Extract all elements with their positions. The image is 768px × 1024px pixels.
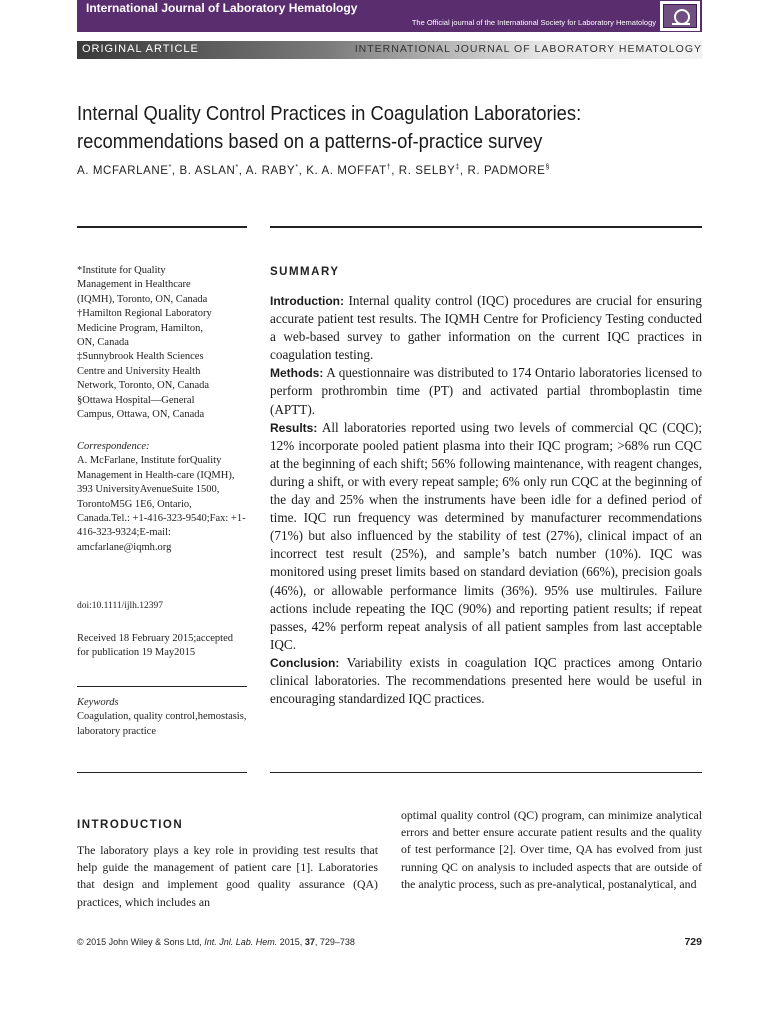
footer-journal: Int. Jnl. Lab. Hem. (204, 937, 278, 947)
summary-paragraph (270, 419, 702, 654)
footer-citation (77, 937, 355, 947)
summary-label: Introduction: (270, 294, 344, 308)
introduction-heading: INTRODUCTION (77, 819, 184, 831)
correspondence-line: Tel.: +1-416-323-9540; (111, 513, 210, 525)
summary-body (270, 292, 702, 708)
author-name: B. ASLAN (179, 164, 236, 177)
keywords-heading: Keywords (77, 697, 119, 708)
received-line: accepted for publication 19 May (77, 633, 233, 658)
summary-text: All laboratories reported using two levels of commercial QC (CQC); 12% incorporate pooled patient plasma into their IQC program; >68% run CQC at the beginning of each shift; 56% following maintenance, with reagent changes, during a shift, or with every repeat sample; 6% only run CQC at the beginning of the day and 25% when the instruments have been idle for a defined period of time. IQC run frequency was determined by manufacturer recommendations (71%) but also influenced by the stability of test (27%), clinical impact of an incorrect test result (25%), and sample’s batch number (10%). IQC was monitored using preset limits based on standard deviation (66%), precision goals (46%), or allowable performance limits (36%). 95% use multirules. Failure actions include repeating the IQC (90%) and reporting patient results; if repeat passes, 42% perform repeat analysis of all patient samples from last acceptable IQC. (270, 419, 702, 652)
author-name: A. RABY (245, 164, 296, 177)
author-list: A. MCFARLANE*, B. ASLAN*, A. RABY*, K. A. MOFFAT†, R. SELBY‡, R. PADMORE§ (77, 164, 550, 177)
received-dates (77, 632, 247, 660)
summary-paragraph (270, 292, 702, 364)
author-affiliation-mark: * (295, 164, 299, 171)
right-top-rule (270, 226, 702, 228)
article-title (77, 100, 703, 156)
footer-volume: 37 (304, 937, 315, 947)
received-line: Received 18 February 2015; (77, 633, 197, 644)
summary-label: Conclusion: (270, 655, 340, 670)
summary-label: Results: (270, 420, 318, 435)
summary-text: Variability exists in coagulation IQC practices among Ontario clinical laboratories. The recommendations presented here would be useful in encouraging standardized IQC practices. (270, 654, 703, 707)
affiliation-line: Medicine Program, Hamilton, (77, 322, 203, 334)
author-name: R. PADMORE (467, 164, 546, 177)
summary-text: A questionnaire was distributed to 174 Ontario laboratories licensed to perform prothrombin time (PT) and activated partial thromboplastin time (APTT). (270, 365, 702, 417)
author-name: K. A. MOFFAT (306, 164, 387, 177)
author-affiliation-mark: ‡ (455, 164, 460, 171)
title-line-1: Internal Quality Control Practices in Coagulation Laboratories: (77, 103, 582, 125)
summary-label: Methods: (270, 366, 324, 381)
affiliation-line: †Hamilton Regional Laboratory (77, 308, 212, 320)
affiliation-line: *Institute for Quality (77, 265, 166, 276)
summary-paragraph (270, 654, 702, 708)
keywords (77, 696, 247, 739)
summary-heading: SUMMARY (270, 266, 340, 278)
summary-paragraph (270, 364, 702, 418)
doi: doi:10.1111/ijlh.12397 (77, 601, 164, 611)
running-journal-name: INTERNATIONAL JOURNAL OF LABORATORY HEMATOLOGY (354, 43, 702, 55)
affiliations (77, 264, 247, 422)
author-name: A. MCFARLANE (77, 164, 169, 177)
correspondence-line: M5G 1E6, Ontario, Canada. (77, 498, 192, 525)
left-top-rule (77, 226, 247, 228)
article-type: ORIGINAL ARTICLE (82, 43, 199, 55)
affiliation-line: §Ottawa Hospital—General (77, 394, 195, 406)
author-affiliation-mark: * (168, 164, 172, 171)
affiliation-line: ON, Canada (77, 337, 129, 349)
author-name: R. SELBY (398, 164, 456, 177)
received-line: 2015 (174, 647, 196, 658)
affiliation-line: ‡Sunnybrook Health Sciences (77, 351, 204, 363)
journal-title: International Journal of Laboratory Hematology (86, 1, 358, 15)
journal-subtitle: The Official journal of the International Society for Laboratory Hematology (411, 18, 656, 27)
correspondence-line: E-mail: amcfarlane@iqmh.org (77, 527, 172, 553)
affiliation-line: Management in Healthcare (77, 279, 191, 291)
author-affiliation-mark: * (235, 164, 239, 171)
correspondence-line: Quality Management in Health- (77, 455, 222, 481)
keyword-line: hemostasis, laboratory practice (77, 711, 247, 737)
summary-text: Internal quality control (IQC) procedures are crucial for ensuring accurate patient test results. The IQMH Centre for Proficiency Testing conducted a web-based survey to gather information on the current IQC practices in coagulation testing. (270, 293, 702, 363)
ishl-logo-icon (660, 1, 700, 31)
left-bottom-rule (77, 772, 247, 773)
affiliation-line: (IQMH), Toronto, ON, Canada (77, 293, 208, 305)
introduction-left-column: The laboratory plays a key role in providing test results that help guide the management of patient care [1]. Laboratories that design and implement good quality assurance (QA) practices, which includes an (77, 843, 378, 909)
correspondence-line: Fax: +1-416-323-9324; (77, 513, 246, 539)
right-bottom-rule (270, 772, 702, 773)
correspondence-line: care (IQMH), 393 University (77, 469, 235, 496)
affiliation-line: Network, Toronto, ON, Canada (77, 380, 210, 392)
correspondence-heading: Correspondence: (77, 441, 150, 452)
footer-copyright: © 2015 John Wiley & Sons Ltd, (77, 937, 202, 947)
affiliation-line: Campus, Ottawa, ON, Canada (77, 409, 205, 421)
introduction-right-column: optimal quality control (QC) program, can minimize analytical errors and better ensure accurate patient results and the quality of test performance [2]. Over time, QA has evolved from just running QC on analysis to included aspects that are outside of the analytic process, such as pre-analytical, postanalytical, and (401, 808, 702, 891)
affiliation-line: Centre and University Health (77, 365, 201, 377)
author-affiliation-mark: § (545, 164, 550, 171)
journal-masthead (77, 0, 702, 32)
footer-year: 2015, (279, 937, 303, 947)
title-line-2: recommendations based on a patterns-of-practice survey (77, 131, 543, 153)
keyword-line: Coagulation, quality control, (77, 711, 198, 723)
correspondence (77, 440, 247, 555)
author-affiliation-mark: † (386, 164, 392, 171)
correspondence-line: A. McFarlane, Institute for (77, 455, 190, 467)
page-number: 729 (684, 936, 702, 948)
keywords-rule (77, 686, 247, 687)
correspondence-line: AvenueSuite 1500, Toronto (77, 484, 220, 510)
section-bar (77, 41, 702, 59)
footer-pages: , 729–738 (314, 937, 355, 947)
